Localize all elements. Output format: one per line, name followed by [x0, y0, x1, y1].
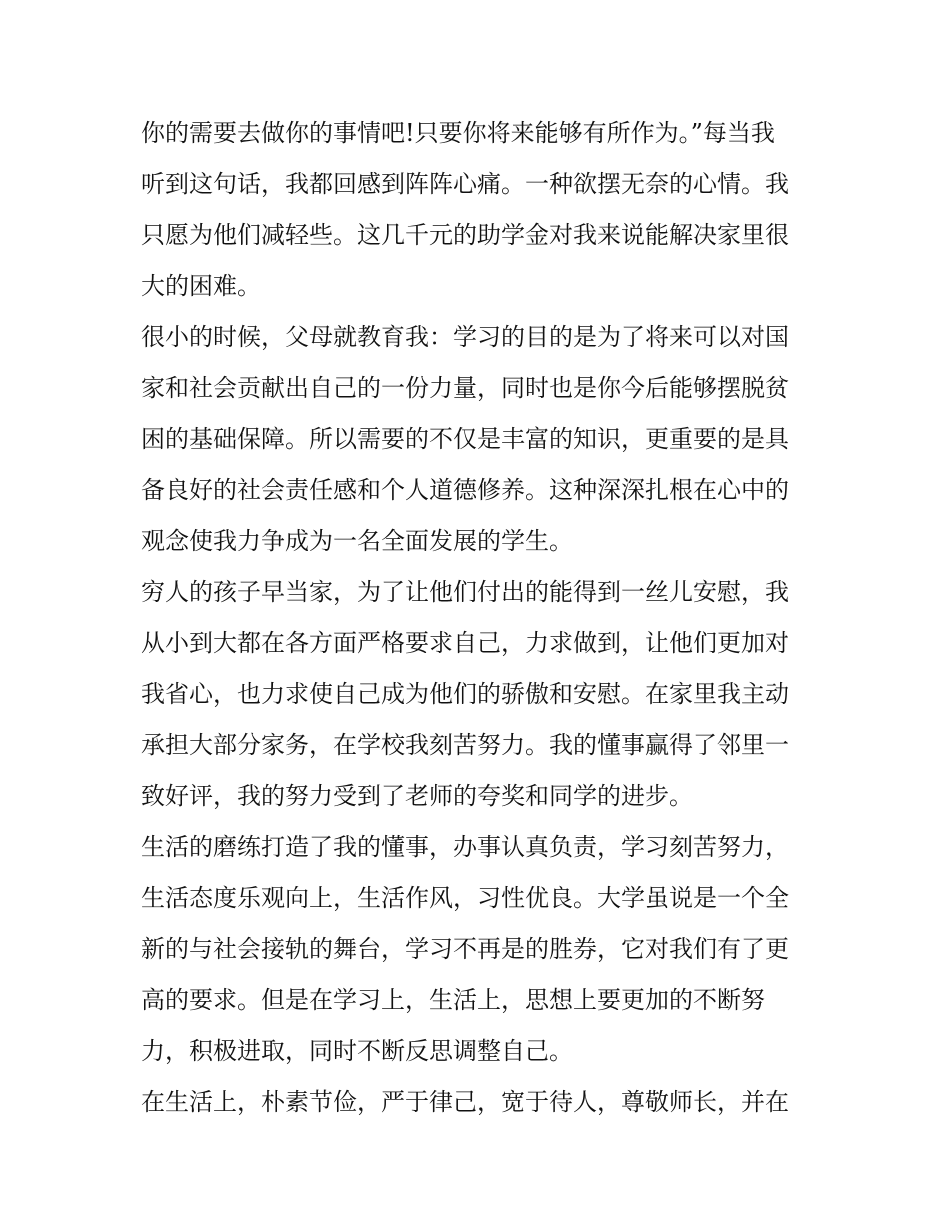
text-line: 听到这句话，我都回感到阵阵心痛。一种欲摆无奈的心情。我: [141, 170, 789, 198]
text-line: 备良好的社会责任感和个人道德修养。这种深深扎根在心中的: [141, 476, 789, 504]
text-line: 很小的时候，父母就教育我：学习的目的是为了将来可以对国: [141, 323, 789, 351]
text-line: 观念使我力争成为一名全面发展的学生。: [141, 527, 573, 555]
text-line: 你的需要去做你的事情吧!只要你将来能够有所作为。”每当我: [141, 119, 775, 147]
text-line: 只愿为他们减轻些。这几千元的助学金对我来说能解决家里很: [141, 221, 789, 249]
text-line: 我省心，也力求使自己成为他们的骄傲和安慰。在家里我主动: [141, 680, 789, 708]
text-line: 高的要求。但是在学习上，生活上，思想上要更加的不断努: [141, 986, 765, 1014]
text-line: 穷人的孩子早当家，为了让他们付出的能得到一丝儿安慰，我: [141, 578, 789, 606]
text-line: 致好评，我的努力受到了老师的夸奖和同学的进步。: [141, 782, 693, 810]
text-line: 生活的磨练打造了我的懂事，办事认真负责，学习刻苦努力，: [141, 833, 789, 861]
text-line: 承担大部分家务，在学校我刻苦努力。我的懂事赢得了邻里一: [141, 731, 789, 759]
document-body: [141, 108, 813, 1128]
text-line: 力，积极进取，同时不断反思调整自己。: [141, 1037, 573, 1065]
text-line: 新的与社会接轨的舞台，学习不再是的胜券，它对我们有了更: [141, 935, 789, 963]
text-line: 在生活上，朴素节俭，严于律己，宽于待人，尊敬师长，并在: [141, 1088, 789, 1116]
text-line: 从小到大都在各方面严格要求自己，力求做到，让他们更加对: [141, 629, 789, 657]
text-line: 家和社会贡献出自己的一份力量，同时也是你今后能够摆脱贫: [141, 374, 789, 402]
text-line: 大的困难。: [141, 272, 261, 300]
text-line: 困的基础保障。所以需要的不仅是丰富的知识，更重要的是具: [141, 425, 789, 453]
text-line: 生活态度乐观向上，生活作风，习性优良。大学虽说是一个全: [141, 884, 789, 912]
